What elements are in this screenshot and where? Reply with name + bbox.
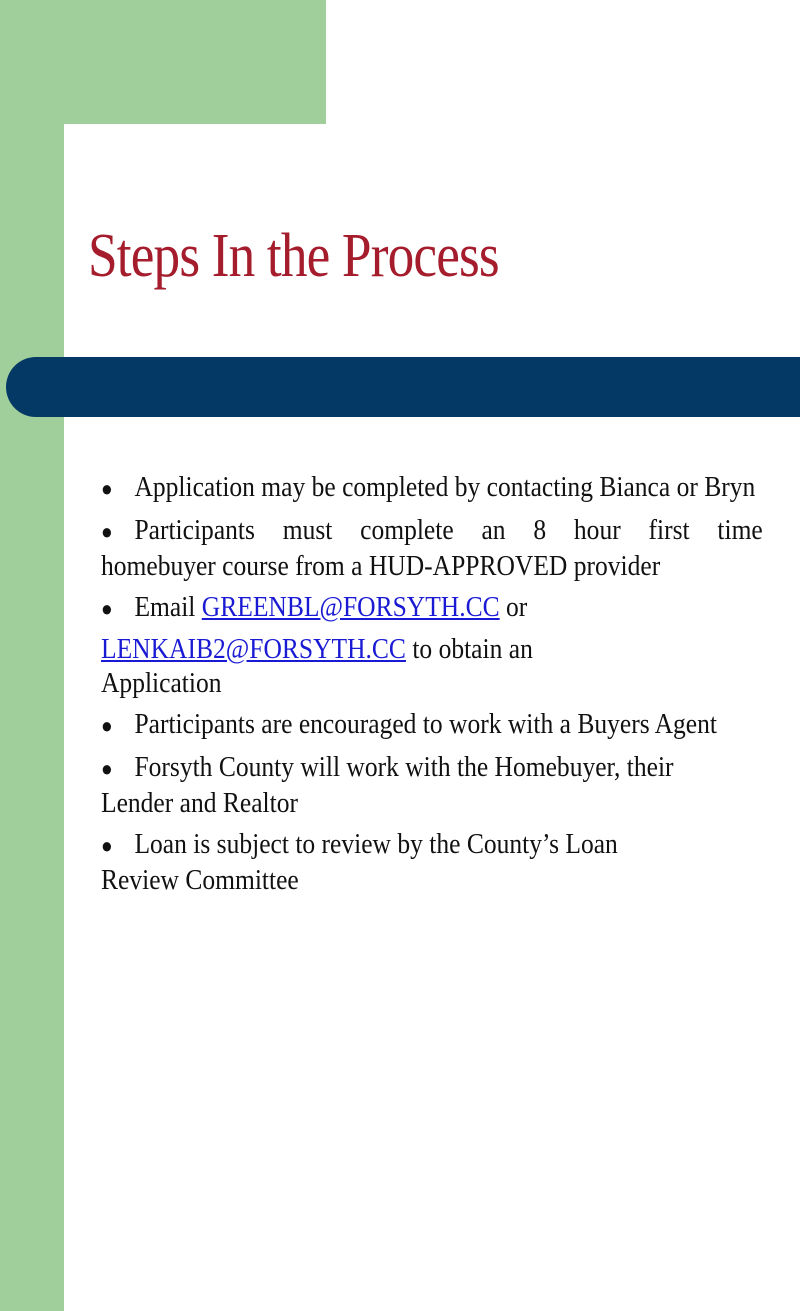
- bullet-item-buyers-agent: [101, 707, 763, 743]
- bullet-text: Participants must complete an 8 hour first time: [134, 514, 763, 546]
- email-prefix: Email: [134, 591, 196, 623]
- email-connector: or: [506, 591, 528, 623]
- bullet-line: [101, 513, 763, 549]
- bullet-item-homebuyer-course: [101, 513, 763, 583]
- email-link-greenbl[interactable]: GREENBL@FORSYTH.CC: [201, 591, 500, 623]
- bullet-line: [101, 590, 763, 626]
- bullet-text-continued: Lender and Realtor: [101, 787, 298, 819]
- bullet-item-loan-review: [101, 827, 763, 897]
- bullet-text: Application may be completed by contacting Bianca or Bryn: [134, 471, 756, 503]
- bullet-line: [101, 750, 763, 786]
- bullet-icon: ●: [101, 596, 113, 621]
- email-suffix: to obtain an: [412, 633, 533, 665]
- bullet-icon: ●: [101, 756, 113, 781]
- bullet-text-continued: Review Committee: [101, 864, 299, 896]
- bullet-text: Participants are encouraged to work with a Buyers Agent: [134, 708, 717, 740]
- email-link-lenkaib2[interactable]: LENKAIB2@FORSYTH.CC: [101, 633, 406, 665]
- bullet-text: Forsyth County will work with the Homebuyer, their: [134, 751, 674, 783]
- bullet-text: Loan is subject to review by the County’s Loan: [134, 828, 618, 860]
- bullet-list: [101, 470, 763, 904]
- bullet-text-continued: Application: [101, 667, 222, 699]
- bullet-item-email: [101, 590, 763, 700]
- bullet-icon: ●: [101, 519, 113, 544]
- top-accent-block: [0, 0, 326, 124]
- bullet-item-forsyth-county: [101, 750, 763, 820]
- bullet-text-continued: homebuyer course from a HUD-APPROVED provider: [101, 550, 661, 582]
- left-accent-strip: [0, 0, 64, 1311]
- title-divider-bar: [6, 357, 800, 417]
- bullet-icon: ●: [101, 833, 113, 858]
- bullet-item-application: [101, 470, 763, 506]
- bullet-icon: ●: [101, 476, 113, 501]
- bullet-line: [101, 827, 763, 863]
- bullet-line: [101, 632, 763, 666]
- bullet-icon: ●: [101, 713, 113, 738]
- slide-title: Steps In the Process: [88, 222, 499, 290]
